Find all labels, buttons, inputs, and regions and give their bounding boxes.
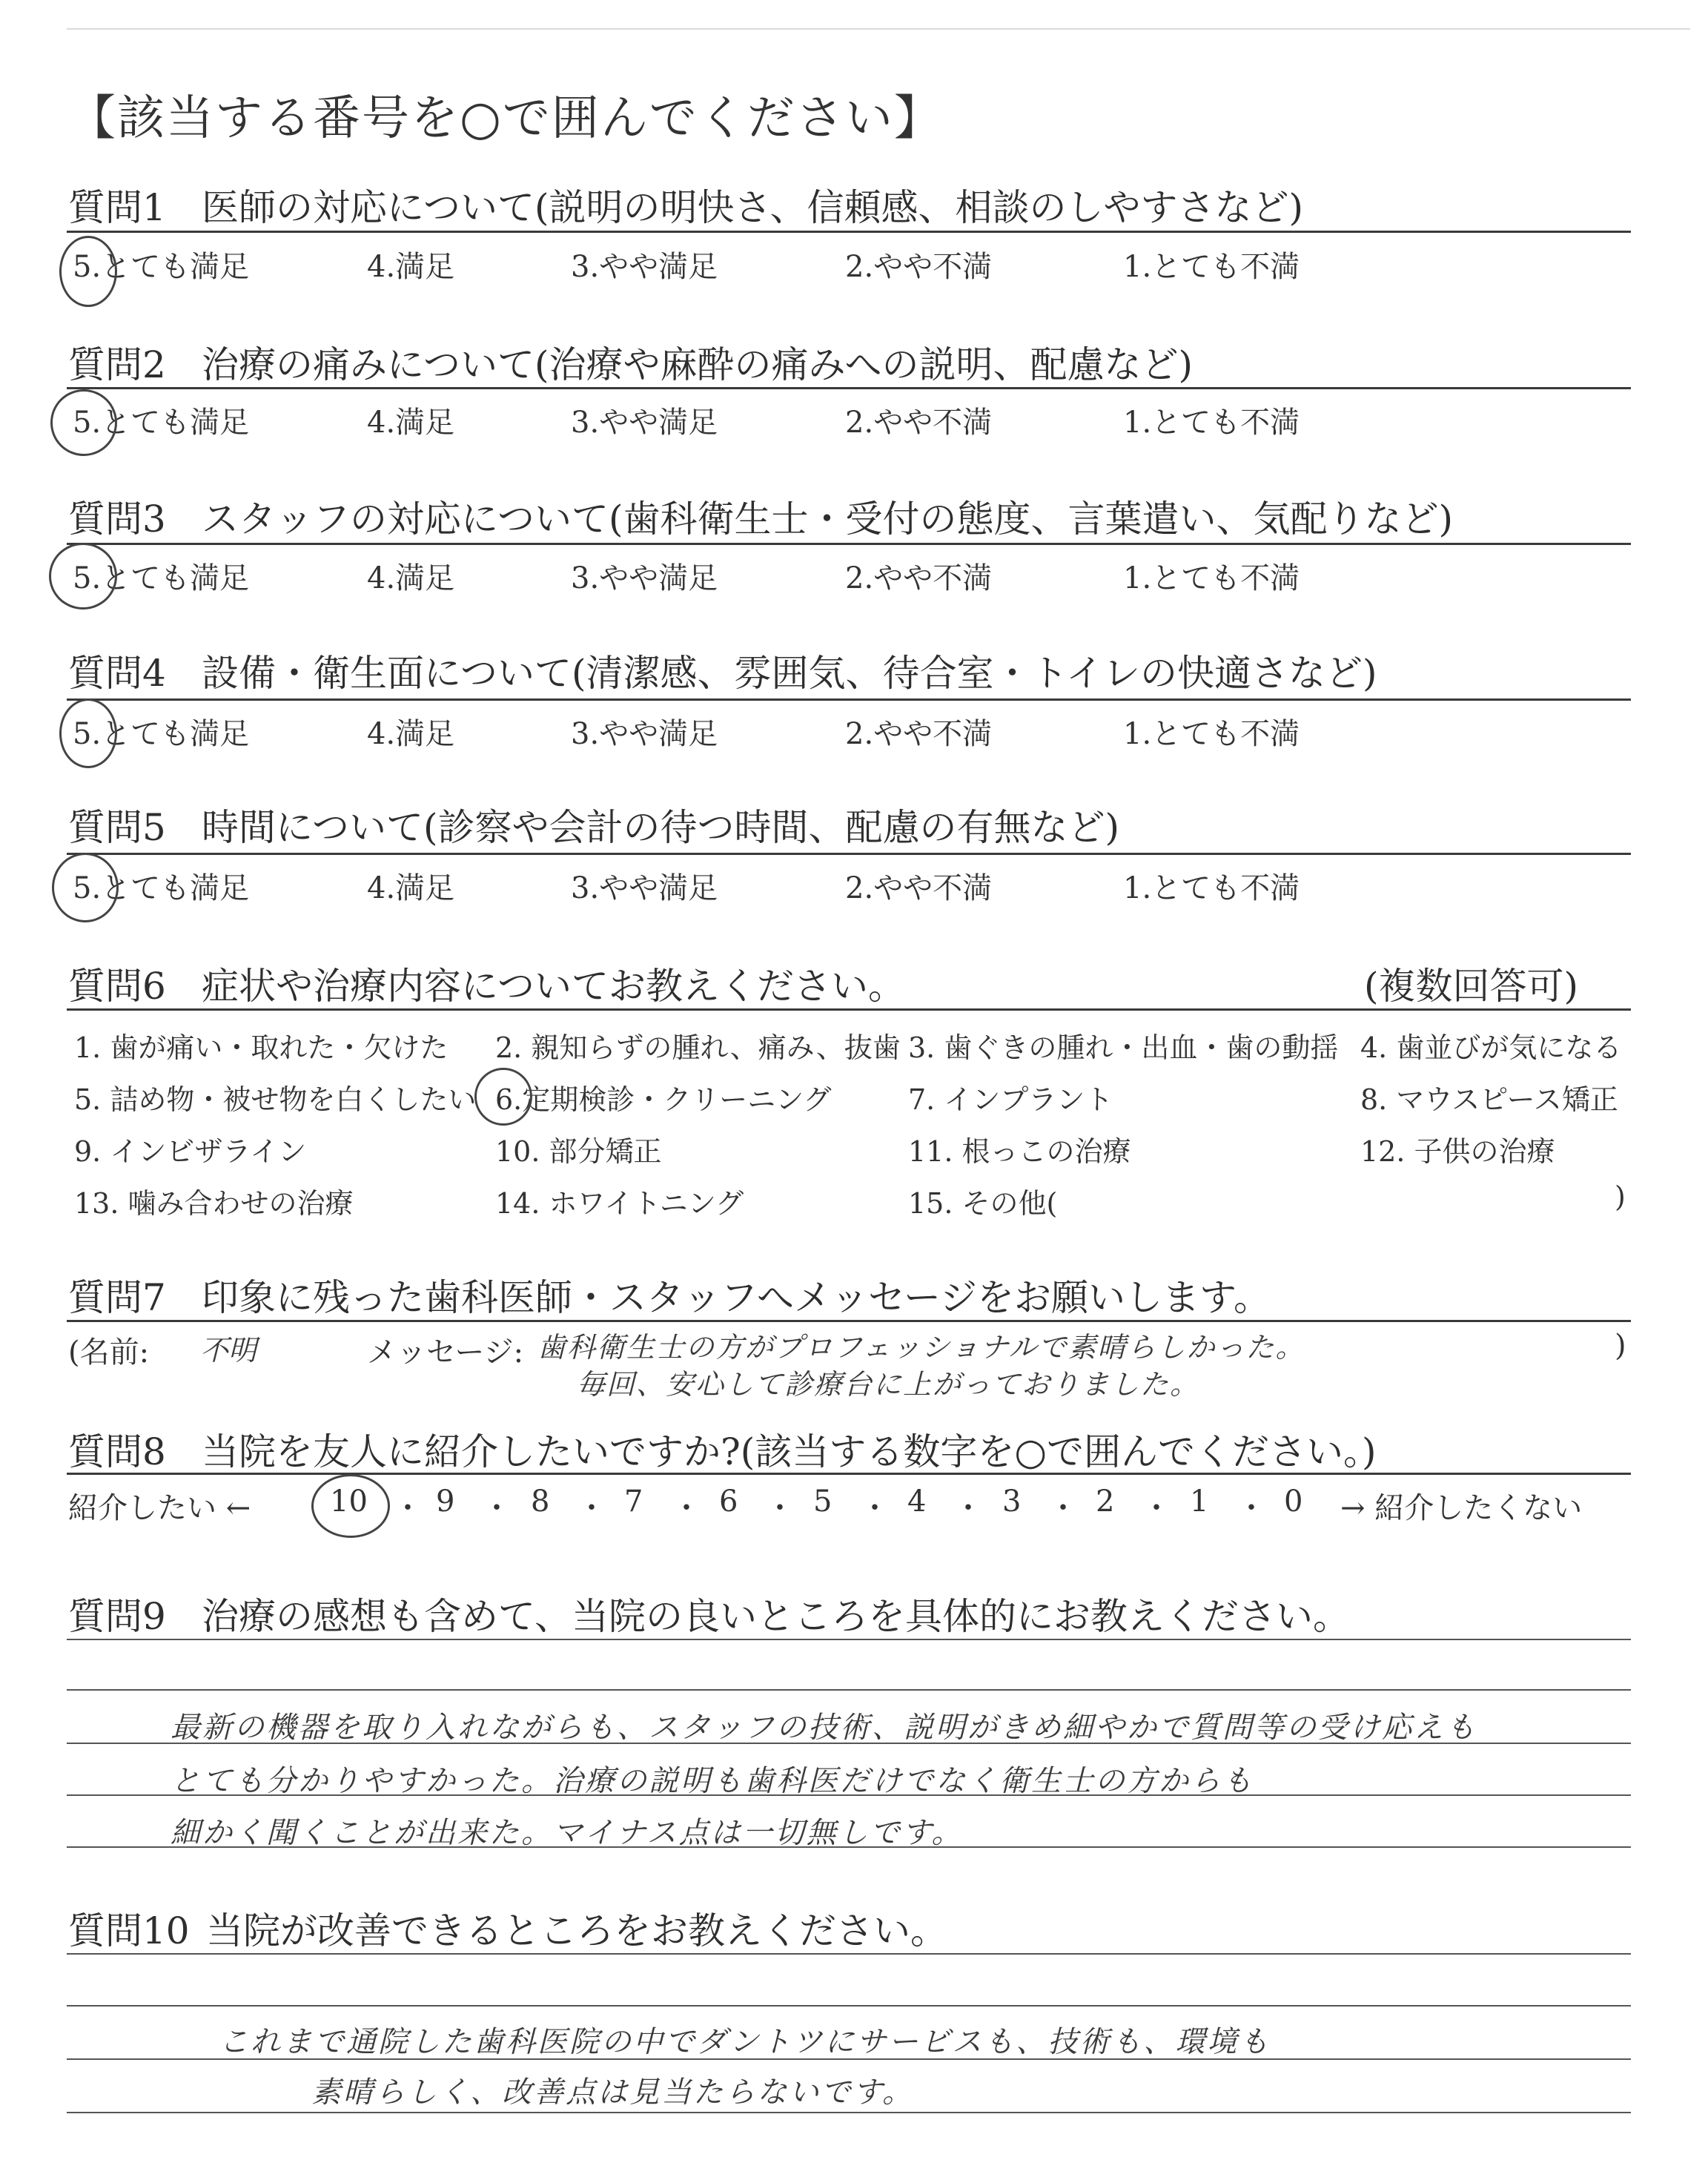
q3-option-1[interactable]: 1.とても不満 — [1123, 561, 1300, 595]
q4-label: 質問4 — [68, 652, 166, 695]
q6-answer-circle — [474, 1068, 532, 1126]
q6-option-1[interactable]: 1. 歯が痛い・取れた・欠けた — [74, 1031, 448, 1064]
q6-option-12[interactable]: 12. 子供の治療 — [1360, 1135, 1555, 1168]
q10-line — [67, 1953, 1631, 1955]
q8-text: 当院を友人に紹介したいですか?(該当する数字を○で囲んでください。) — [202, 1430, 1377, 1473]
page-title: 【該当する番号を○で囲んでください】 — [68, 91, 943, 146]
q4-rule — [67, 698, 1631, 701]
q6-option-15-close: ) — [1615, 1180, 1626, 1213]
q1-answer-circle — [59, 236, 117, 307]
q7-message-label: メッセージ: — [367, 1335, 524, 1370]
q5-option-5[interactable]: 5.とても満足 — [73, 871, 250, 905]
q6-option-15[interactable]: 15. その他( — [908, 1187, 1058, 1220]
q8-scale-6[interactable]: 6 — [719, 1484, 738, 1519]
q8-scale-5[interactable]: 5 — [813, 1484, 833, 1519]
q1-option-2[interactable]: 2.やや不満 — [845, 250, 993, 284]
q3-option-3[interactable]: 3.やや満足 — [571, 561, 718, 595]
q4-option-5[interactable]: 5.とても満足 — [73, 717, 250, 751]
q6-option-7[interactable]: 7. インプラント — [908, 1083, 1113, 1116]
q6-option-11[interactable]: 11. 根っこの治療 — [908, 1135, 1131, 1168]
q10-line — [67, 2005, 1631, 2007]
q6-option-9[interactable]: 9. インビザライン — [74, 1135, 307, 1168]
q5-option-4[interactable]: 4.満足 — [367, 871, 455, 905]
q10-answer-line-1[interactable]: これまで通院した歯科医院の中でダントツにサービスも、技術も、環境も — [219, 2025, 1271, 2059]
q2-option-3[interactable]: 3.やや満足 — [571, 406, 718, 440]
q8-sep: ・ — [393, 1491, 423, 1525]
q2-text: 治療の痛みについて(治療や麻酔の痛みへの説明、配慮など) — [202, 343, 1194, 386]
q8-scale-0[interactable]: 0 — [1284, 1484, 1303, 1519]
q8-right-label: → 紹介したくない — [1340, 1491, 1583, 1525]
q1-option-1[interactable]: 1.とても不満 — [1123, 250, 1300, 284]
q8-scale-8[interactable]: 8 — [531, 1484, 550, 1519]
q3-option-5[interactable]: 5.とても満足 — [73, 561, 250, 595]
q1-option-5[interactable]: 5.とても満足 — [73, 250, 250, 284]
q6-option-13[interactable]: 13. 噛み合わせの治療 — [74, 1187, 354, 1220]
q8-label: 質問8 — [68, 1430, 166, 1473]
q8-sep: ・ — [1237, 1491, 1266, 1525]
q7-rule — [67, 1320, 1631, 1322]
q4-text: 設備・衛生面について(清潔感、雰囲気、待合室・トイレの快適さなど) — [202, 652, 1377, 695]
q2-rule — [67, 387, 1631, 389]
q1-label: 質問1 — [68, 186, 166, 229]
q6-label: 質問6 — [68, 965, 166, 1008]
q8-scale-7[interactable]: 7 — [624, 1484, 643, 1519]
q3-label: 質問3 — [68, 498, 166, 541]
q7-name-label: (名前: — [68, 1335, 150, 1370]
q5-option-3[interactable]: 3.やや満足 — [571, 871, 718, 905]
q2-option-1[interactable]: 1.とても不満 — [1123, 406, 1300, 440]
q7-message-line-2[interactable]: 毎回、安心して診療台に上がっておりました。 — [577, 1368, 1200, 1401]
q5-option-1[interactable]: 1.とても不満 — [1123, 871, 1300, 905]
q10-text: 当院が改善できるところをお教えください。 — [206, 1909, 947, 1952]
q5-option-2[interactable]: 2.やや不満 — [845, 871, 993, 905]
q6-note: (複数回答可) — [1364, 965, 1579, 1008]
q3-option-2[interactable]: 2.やや不満 — [845, 561, 993, 595]
q5-label: 質問5 — [68, 806, 166, 849]
q4-option-4[interactable]: 4.満足 — [367, 717, 455, 751]
q7-close-paren: ) — [1615, 1329, 1626, 1363]
q3-rule — [67, 543, 1631, 545]
q2-answer-circle — [50, 389, 117, 456]
q7-label: 質問7 — [68, 1276, 166, 1319]
q8-left-label: 紹介したい ← — [68, 1491, 251, 1525]
q9-line — [67, 1689, 1631, 1691]
q8-rule — [67, 1473, 1631, 1475]
q3-text: スタッフの対応について(歯科衛生士・受付の態度、言葉遣い、気配りなど) — [202, 498, 1454, 541]
q9-line — [67, 1639, 1631, 1640]
q1-option-3[interactable]: 3.やや満足 — [571, 250, 718, 284]
q4-option-1[interactable]: 1.とても不満 — [1123, 717, 1300, 751]
q4-answer-circle — [59, 698, 117, 768]
q2-option-4[interactable]: 4.満足 — [367, 406, 455, 440]
q3-option-4[interactable]: 4.満足 — [367, 561, 455, 595]
q9-answer-line-2[interactable]: とても分かりやすかった。治療の説明も歯科医だけでなく衛生士の方からも — [171, 1764, 1254, 1798]
q6-rule — [67, 1008, 1631, 1011]
q8-scale-9[interactable]: 9 — [436, 1484, 455, 1519]
q8-sep: ・ — [482, 1491, 512, 1525]
q5-rule — [67, 853, 1631, 855]
q1-text: 医師の対応について(説明の明快さ、信頼感、相談のしやすさなど) — [202, 186, 1304, 229]
q2-option-5[interactable]: 5.とても満足 — [73, 406, 250, 440]
q8-scale-2[interactable]: 2 — [1096, 1484, 1115, 1519]
q9-label: 質問9 — [68, 1595, 166, 1638]
q6-option-8[interactable]: 8. マウスピース矯正 — [1360, 1083, 1618, 1116]
q4-option-2[interactable]: 2.やや不満 — [845, 717, 993, 751]
q2-label: 質問2 — [68, 343, 166, 386]
q8-sep: ・ — [577, 1491, 606, 1525]
q6-option-5[interactable]: 5. 詰め物・被せ物を白くしたい — [74, 1083, 477, 1116]
q4-option-3[interactable]: 3.やや満足 — [571, 717, 718, 751]
q8-sep: ・ — [953, 1491, 983, 1525]
q6-text: 症状や治療内容についてお教えください。 — [202, 965, 905, 1008]
q8-scale-4[interactable]: 4 — [907, 1484, 927, 1519]
q9-answer-line-3[interactable]: 細かく聞くことが出来た。マイナス点は一切無しです。 — [171, 1816, 964, 1850]
q8-sep: ・ — [672, 1491, 701, 1525]
q3-answer-circle — [49, 543, 117, 610]
q7-message-line-1[interactable]: 歯科衛生士の方がプロフェッショナルで素晴らしかった。 — [537, 1331, 1305, 1364]
q1-option-4[interactable]: 4.満足 — [367, 250, 455, 284]
q8-scale-3[interactable]: 3 — [1002, 1484, 1022, 1519]
q8-scale-1[interactable]: 1 — [1190, 1484, 1209, 1519]
q8-answer-circle — [311, 1474, 390, 1538]
q9-text: 治療の感想も含めて、当院の良いところを具体的にお教えください。 — [202, 1595, 1350, 1638]
q1-rule — [67, 231, 1631, 233]
q8-sep: ・ — [765, 1491, 795, 1525]
q10-answer-line-2[interactable]: 素晴らしく、改善点は見当たらないです。 — [311, 2075, 914, 2110]
q6-option-6[interactable]: 6.定期検診・クリーニング — [495, 1083, 832, 1116]
q2-option-2[interactable]: 2.やや不満 — [845, 406, 993, 440]
q8-sep: ・ — [1048, 1491, 1078, 1525]
q6-option-4[interactable]: 4. 歯並びが気になる — [1360, 1031, 1622, 1064]
top-border — [67, 28, 1690, 30]
q10-label: 質問10 — [68, 1909, 190, 1952]
q6-option-3[interactable]: 3. 歯ぐきの腫れ・出血・歯の動揺 — [908, 1031, 1339, 1064]
q7-text: 印象に残った歯科医師・スタッフへメッセージをお願いします。 — [202, 1276, 1271, 1319]
q10-line — [67, 2112, 1631, 2113]
q5-answer-circle — [52, 853, 119, 922]
q6-option-2[interactable]: 2. 親知らずの腫れ、痛み、抜歯 — [495, 1031, 901, 1064]
q8-scale-10[interactable]: 10 — [330, 1484, 368, 1519]
q5-text: 時間について(診察や会計の待つ時間、配慮の有無など) — [202, 806, 1120, 849]
q8-sep: ・ — [1142, 1491, 1171, 1525]
q6-option-10[interactable]: 10. 部分矯正 — [495, 1135, 662, 1168]
q6-option-14[interactable]: 14. ホワイトニング — [495, 1187, 744, 1220]
q7-name-value[interactable]: 不明 — [200, 1334, 257, 1367]
q8-sep: ・ — [860, 1491, 890, 1525]
q9-answer-line-1[interactable]: 最新の機器を取り入れながらも、スタッフの技術、説明がきめ細やかで質問等の受け応えも — [171, 1711, 1477, 1745]
